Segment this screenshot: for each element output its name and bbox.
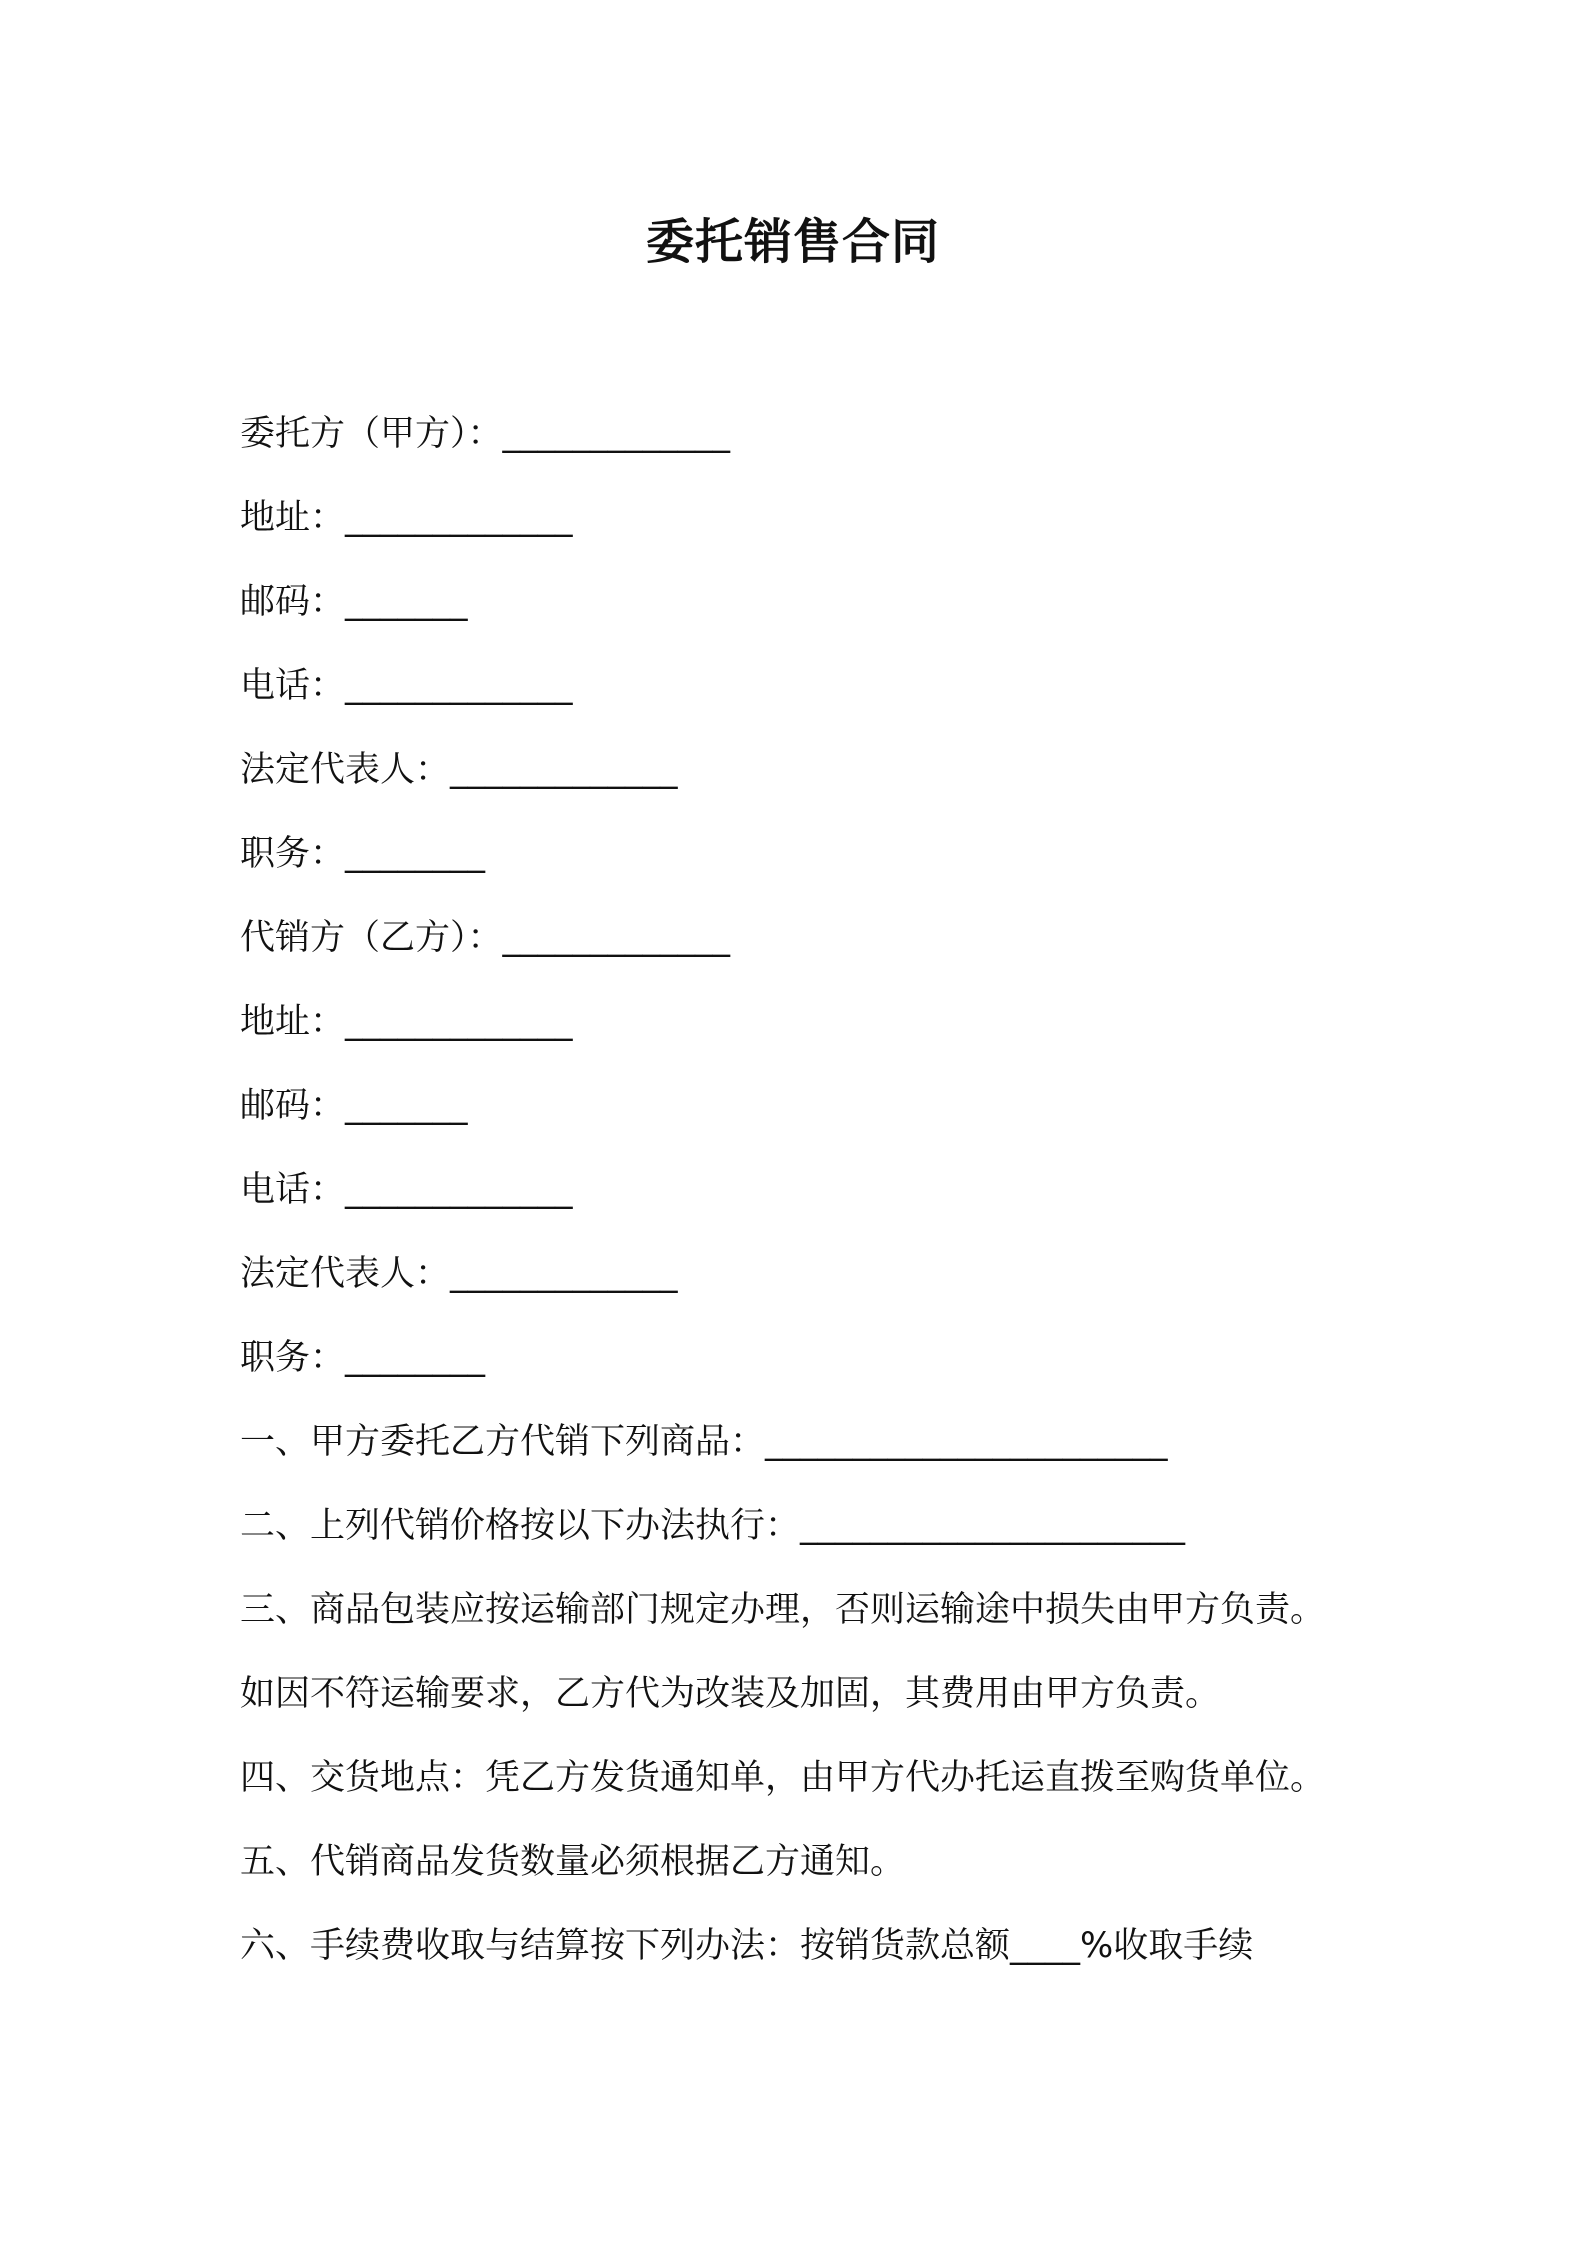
clause-2-line: 二、上列代销价格按以下办法执行：______________________ xyxy=(240,1506,1186,1546)
document-body xyxy=(240,406,1360,2002)
clause-5-line: 五、代销商品发货数量必须根据乙方通知。 xyxy=(240,1842,906,1882)
party-b-phone-line: 电话：_____________ xyxy=(240,1170,573,1210)
clause-1-line: 一、甲方委托乙方代销下列商品：_______________________ xyxy=(240,1422,1168,1462)
clause-3-continued-line: 如因不符运输要求，乙方代为改装及加固，其费用由甲方负责。 xyxy=(240,1674,1221,1714)
party-b-postcode-line: 邮码：_______ xyxy=(240,1086,468,1126)
party-a-postcode-line: 邮码：_______ xyxy=(240,582,468,622)
clause-3-line: 三、商品包装应按运输部门规定办理，否则运输途中损失由甲方负责。 xyxy=(240,1590,1326,1630)
party-a-address-line: 地址：_____________ xyxy=(240,498,573,538)
document-title: 委托销售合同 xyxy=(645,214,940,270)
party-a-phone-line: 电话：_____________ xyxy=(240,666,573,706)
party-a-legal-rep-line: 法定代表人：_____________ xyxy=(240,750,678,790)
clause-6-line: 六、手续费收取与结算按下列办法：按销货款总额____%收取手续 xyxy=(240,1926,1254,1966)
clause-4-line: 四、交货地点：凭乙方发货通知单，由甲方代办托运直拨至购货单位。 xyxy=(240,1758,1326,1798)
party-a-position-line: 职务：________ xyxy=(240,834,486,874)
party-b-legal-rep-line: 法定代表人：_____________ xyxy=(240,1254,678,1294)
party-b-position-line: 职务：________ xyxy=(240,1338,486,1378)
party-a-name-line: 委托方（甲方）：_____________ xyxy=(240,414,731,454)
party-b-name-line: 代销方（乙方）：_____________ xyxy=(240,918,731,958)
party-b-address-line: 地址：_____________ xyxy=(240,1002,573,1042)
